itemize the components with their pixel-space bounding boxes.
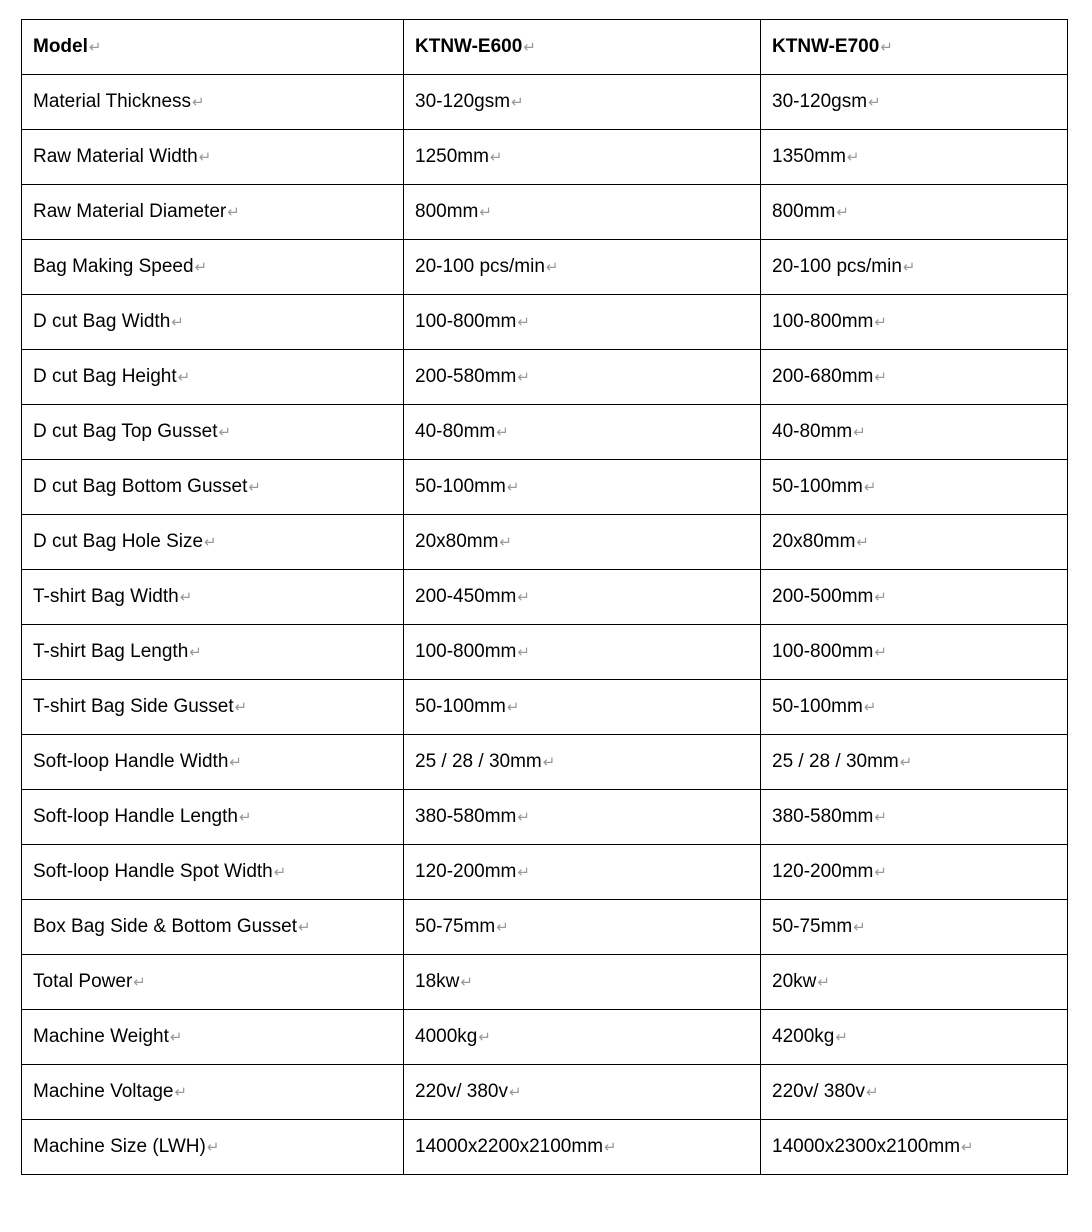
table-cell xyxy=(22,515,404,570)
e700-value: 20kw xyxy=(772,971,817,992)
e700-value: 50-100mm xyxy=(772,696,863,717)
paragraph-mark-icon: ↵ xyxy=(899,754,913,771)
paragraph-mark-icon: ↵ xyxy=(506,479,520,496)
table-cell xyxy=(22,75,404,130)
table-cell xyxy=(22,1120,404,1175)
table-cell xyxy=(761,460,1068,515)
e700-value: 220v/ 380v xyxy=(772,1081,865,1102)
paragraph-mark-icon: ↵ xyxy=(248,479,261,496)
paragraph-mark-icon: ↵ xyxy=(604,1139,617,1156)
paragraph-mark-icon: ↵ xyxy=(517,314,530,331)
e600-value: 50-100mm xyxy=(415,696,506,717)
e700-value: 20-100 pcs/min xyxy=(772,256,902,277)
e700-value: 200-500mm xyxy=(772,586,874,607)
header-model-e700: KTNW-E700 xyxy=(772,36,880,57)
spec-name: D cut Bag Height xyxy=(33,366,177,387)
paragraph-mark-icon: ↵ xyxy=(499,534,512,551)
table-cell xyxy=(404,75,761,130)
table-cell xyxy=(761,845,1068,900)
spec-table xyxy=(21,19,1068,1175)
table-row xyxy=(22,1010,1068,1065)
table-cell xyxy=(404,185,761,240)
table-row xyxy=(22,790,1068,845)
spec-name: Box Bag Side & Bottom Gusset xyxy=(33,916,298,937)
spec-name: D cut Bag Top Gusset xyxy=(33,421,218,442)
paragraph-mark-icon: ↵ xyxy=(179,589,193,606)
e600-value: 25 / 28 / 30mm xyxy=(415,751,542,772)
table-cell xyxy=(404,790,761,845)
paragraph-mark-icon: ↵ xyxy=(273,864,287,881)
paragraph-mark-icon: ↵ xyxy=(511,94,524,111)
table-row xyxy=(22,735,1068,790)
table-cell xyxy=(761,295,1068,350)
e600-value: 100-800mm xyxy=(415,641,517,662)
table-cell xyxy=(761,515,1068,570)
e700-value: 50-75mm xyxy=(772,916,853,937)
paragraph-mark-icon: ↵ xyxy=(836,204,849,221)
paragraph-mark-icon: ↵ xyxy=(846,149,860,166)
table-cell xyxy=(761,350,1068,405)
table-row xyxy=(22,625,1068,680)
spec-name: T-shirt Bag Width xyxy=(33,586,179,607)
table-cell xyxy=(404,1065,761,1120)
table-row xyxy=(22,240,1068,295)
spec-name: D cut Bag Bottom Gusset xyxy=(33,476,248,497)
spec-table-body xyxy=(22,20,1068,1175)
spec-name: Machine Weight xyxy=(33,1026,169,1047)
spec-name: T-shirt Bag Side Gusset xyxy=(33,696,234,717)
table-cell xyxy=(404,1120,761,1175)
paragraph-mark-icon: ↵ xyxy=(496,424,509,441)
table-cell xyxy=(404,130,761,185)
table-cell xyxy=(761,405,1068,460)
table-cell xyxy=(22,405,404,460)
e600-value: 18kw xyxy=(415,971,460,992)
paragraph-mark-icon: ↵ xyxy=(508,1084,522,1101)
paragraph-mark-icon: ↵ xyxy=(192,94,205,111)
e700-value: 25 / 28 / 30mm xyxy=(772,751,899,772)
paragraph-mark-icon: ↵ xyxy=(189,644,202,661)
e700-value: 100-800mm xyxy=(772,641,874,662)
paragraph-mark-icon: ↵ xyxy=(874,644,887,661)
paragraph-mark-icon: ↵ xyxy=(523,39,536,56)
table-cell xyxy=(404,955,761,1010)
paragraph-mark-icon: ↵ xyxy=(874,864,887,881)
table-row xyxy=(22,460,1068,515)
spec-name: Raw Material Diameter xyxy=(33,201,227,222)
table-row xyxy=(22,515,1068,570)
paragraph-mark-icon: ↵ xyxy=(853,919,866,936)
e600-value: 200-580mm xyxy=(415,366,517,387)
spec-name: Machine Size (LWH) xyxy=(33,1136,206,1157)
table-cell xyxy=(761,185,1068,240)
e700-value: 100-800mm xyxy=(772,311,874,332)
e700-value: 4200kg xyxy=(772,1026,835,1047)
table-cell xyxy=(761,1065,1068,1120)
table-cell xyxy=(404,405,761,460)
table-cell xyxy=(761,955,1068,1010)
spec-name: Soft-loop Handle Width xyxy=(33,751,229,772)
e700-value: 800mm xyxy=(772,201,836,222)
table-cell xyxy=(22,845,404,900)
paragraph-mark-icon: ↵ xyxy=(206,1139,220,1156)
paragraph-mark-icon: ↵ xyxy=(874,314,887,331)
table-cell xyxy=(22,1010,404,1065)
header-model-e600: KTNW-E600 xyxy=(415,36,523,57)
table-row xyxy=(22,1065,1068,1120)
table-cell xyxy=(22,460,404,515)
table-row xyxy=(22,955,1068,1010)
e700-value: 120-200mm xyxy=(772,861,874,882)
paragraph-mark-icon: ↵ xyxy=(542,754,556,771)
table-cell xyxy=(404,625,761,680)
table-cell xyxy=(404,1010,761,1065)
table-cell xyxy=(404,515,761,570)
spec-name: Soft-loop Handle Spot Width xyxy=(33,861,273,882)
e600-value: 4000kg xyxy=(415,1026,478,1047)
paragraph-mark-icon: ↵ xyxy=(874,369,887,386)
paragraph-mark-icon: ↵ xyxy=(479,204,492,221)
paragraph-mark-icon: ↵ xyxy=(489,149,503,166)
header-model-label: Model xyxy=(33,36,88,57)
table-row xyxy=(22,900,1068,955)
table-cell xyxy=(404,680,761,735)
table-cell xyxy=(22,295,404,350)
table-cell xyxy=(404,460,761,515)
table-row xyxy=(22,570,1068,625)
paragraph-mark-icon: ↵ xyxy=(174,1084,188,1101)
header-cell xyxy=(22,20,404,75)
table-cell xyxy=(761,570,1068,625)
table-cell xyxy=(761,790,1068,845)
paragraph-mark-icon: ↵ xyxy=(856,534,869,551)
paragraph-mark-icon: ↵ xyxy=(204,534,217,551)
table-row xyxy=(22,405,1068,460)
table-cell xyxy=(22,240,404,295)
e600-value: 20-100 pcs/min xyxy=(415,256,545,277)
paragraph-mark-icon: ↵ xyxy=(133,974,146,991)
e600-value: 800mm xyxy=(415,201,479,222)
paragraph-mark-icon: ↵ xyxy=(234,699,248,716)
e600-value: 380-580mm xyxy=(415,806,517,827)
paragraph-mark-icon: ↵ xyxy=(874,589,887,606)
e600-value: 14000x2200x2100mm xyxy=(415,1136,604,1157)
table-cell xyxy=(404,845,761,900)
spec-name: Bag Making Speed xyxy=(33,256,194,277)
paragraph-mark-icon: ↵ xyxy=(298,919,311,936)
e600-value: 30-120gsm xyxy=(415,91,511,112)
paragraph-mark-icon: ↵ xyxy=(169,1029,183,1046)
paragraph-mark-icon: ↵ xyxy=(517,644,530,661)
table-row xyxy=(22,845,1068,900)
e700-value: 20x80mm xyxy=(772,531,856,552)
e700-value: 200-680mm xyxy=(772,366,874,387)
paragraph-mark-icon: ↵ xyxy=(868,94,881,111)
paragraph-mark-icon: ↵ xyxy=(218,424,232,441)
table-cell xyxy=(22,955,404,1010)
paragraph-mark-icon: ↵ xyxy=(517,369,530,386)
spec-name: Soft-loop Handle Length xyxy=(33,806,238,827)
table-cell xyxy=(404,570,761,625)
paragraph-mark-icon: ↵ xyxy=(517,809,530,826)
e700-value: 30-120gsm xyxy=(772,91,868,112)
header-cell xyxy=(404,20,761,75)
e600-value: 200-450mm xyxy=(415,586,517,607)
table-cell xyxy=(22,350,404,405)
table-row xyxy=(22,680,1068,735)
paragraph-mark-icon: ↵ xyxy=(817,974,830,991)
table-cell xyxy=(22,735,404,790)
table-cell xyxy=(404,295,761,350)
paragraph-mark-icon: ↵ xyxy=(506,699,520,716)
paragraph-mark-icon: ↵ xyxy=(238,809,252,826)
e700-value: 50-100mm xyxy=(772,476,863,497)
e600-value: 40-80mm xyxy=(415,421,496,442)
paragraph-mark-icon: ↵ xyxy=(865,1084,879,1101)
paragraph-mark-icon: ↵ xyxy=(835,1029,848,1046)
table-row xyxy=(22,185,1068,240)
paragraph-mark-icon: ↵ xyxy=(517,589,530,606)
e700-value: 1350mm xyxy=(772,146,846,167)
paragraph-mark-icon: ↵ xyxy=(194,259,208,276)
table-cell xyxy=(404,350,761,405)
header-cell xyxy=(761,20,1068,75)
paragraph-mark-icon: ↵ xyxy=(517,864,530,881)
paragraph-mark-icon: ↵ xyxy=(853,424,866,441)
e600-value: 120-200mm xyxy=(415,861,517,882)
paragraph-mark-icon: ↵ xyxy=(863,699,877,716)
paragraph-mark-icon: ↵ xyxy=(961,1139,974,1156)
table-cell xyxy=(761,1120,1068,1175)
e700-value: 40-80mm xyxy=(772,421,853,442)
paragraph-mark-icon: ↵ xyxy=(88,39,102,56)
e600-value: 20x80mm xyxy=(415,531,499,552)
table-cell xyxy=(22,790,404,845)
spec-name: T-shirt Bag Length xyxy=(33,641,189,662)
table-cell xyxy=(404,900,761,955)
table-cell xyxy=(761,625,1068,680)
paragraph-mark-icon: ↵ xyxy=(874,809,887,826)
table-row xyxy=(22,295,1068,350)
paragraph-mark-icon: ↵ xyxy=(880,39,893,56)
table-header-row xyxy=(22,20,1068,75)
table-cell xyxy=(761,240,1068,295)
spec-name: Raw Material Width xyxy=(33,146,198,167)
table-cell xyxy=(22,1065,404,1120)
e700-value: 380-580mm xyxy=(772,806,874,827)
table-cell xyxy=(404,735,761,790)
paragraph-mark-icon: ↵ xyxy=(496,919,509,936)
e600-value: 50-75mm xyxy=(415,916,496,937)
spec-name: D cut Bag Width xyxy=(33,311,171,332)
table-row xyxy=(22,350,1068,405)
table-row xyxy=(22,75,1068,130)
paragraph-mark-icon: ↵ xyxy=(478,1029,491,1046)
e600-value: 100-800mm xyxy=(415,311,517,332)
table-cell xyxy=(404,240,761,295)
e600-value: 220v/ 380v xyxy=(415,1081,508,1102)
paragraph-mark-icon: ↵ xyxy=(171,314,184,331)
paragraph-mark-icon: ↵ xyxy=(229,754,242,771)
table-cell xyxy=(761,130,1068,185)
table-row xyxy=(22,130,1068,185)
paragraph-mark-icon: ↵ xyxy=(227,204,240,221)
paragraph-mark-icon: ↵ xyxy=(902,259,916,276)
paragraph-mark-icon: ↵ xyxy=(863,479,877,496)
table-cell xyxy=(22,625,404,680)
paragraph-mark-icon: ↵ xyxy=(460,974,473,991)
table-cell xyxy=(761,900,1068,955)
table-cell xyxy=(761,735,1068,790)
paragraph-mark-icon: ↵ xyxy=(177,369,191,386)
spec-name: Material Thickness xyxy=(33,91,192,112)
spec-name: Total Power xyxy=(33,971,133,992)
e600-value: 50-100mm xyxy=(415,476,506,497)
paragraph-mark-icon: ↵ xyxy=(198,149,212,166)
paragraph-mark-icon: ↵ xyxy=(545,259,559,276)
table-cell xyxy=(761,75,1068,130)
spec-name: D cut Bag Hole Size xyxy=(33,531,204,552)
table-cell xyxy=(22,130,404,185)
e600-value: 1250mm xyxy=(415,146,489,167)
table-cell xyxy=(761,680,1068,735)
table-cell xyxy=(22,680,404,735)
e700-value: 14000x2300x2100mm xyxy=(772,1136,961,1157)
table-cell xyxy=(22,185,404,240)
table-row xyxy=(22,1120,1068,1175)
table-cell xyxy=(761,1010,1068,1065)
table-cell xyxy=(22,900,404,955)
spec-name: Machine Voltage xyxy=(33,1081,174,1102)
table-cell xyxy=(22,570,404,625)
